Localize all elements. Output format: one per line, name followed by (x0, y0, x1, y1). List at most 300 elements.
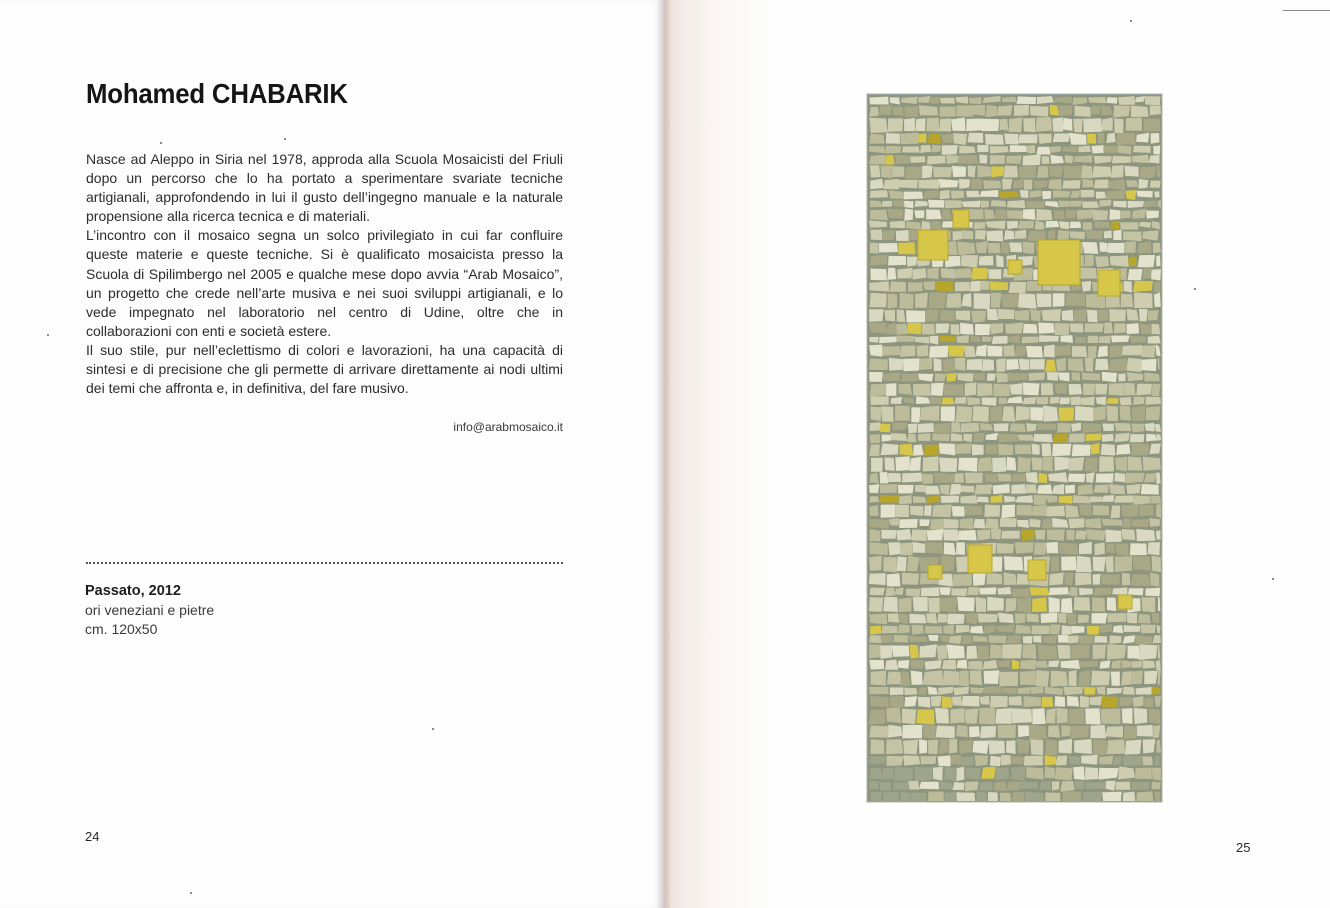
mosaic-tessera (950, 755, 961, 764)
mosaic-tessera (1108, 243, 1125, 253)
mosaic-tessera (1026, 472, 1038, 483)
mosaic-tessera (1061, 725, 1070, 737)
mosaic-tessera (1125, 383, 1136, 396)
mosaic-tessera (927, 268, 939, 280)
mosaic-tessera (1114, 423, 1131, 431)
mosaic-tessera (1055, 323, 1069, 335)
mosaic-tessera (1015, 230, 1026, 239)
mosaic-tessera (1085, 358, 1094, 372)
mosaic-tessera (1122, 345, 1142, 355)
mosaic-tessera (1015, 310, 1029, 321)
mosaic-tessera (996, 543, 1013, 553)
mosaic-tessera (1069, 222, 1081, 228)
mosaic-tessera (1131, 106, 1149, 117)
mosaic-tessera (1139, 309, 1147, 321)
mosaic-tessera (989, 740, 1005, 754)
mosaic-tessera (895, 405, 910, 420)
mosaic-tessera (1113, 625, 1124, 633)
mosaic-tessera (881, 406, 893, 422)
mosaic-tessera (1132, 209, 1146, 219)
mosaic-tessera (1120, 222, 1139, 229)
mosaic-tessera (1060, 660, 1079, 669)
mosaic-tessera (1063, 180, 1081, 188)
mosaic-tessera (1033, 495, 1047, 505)
mosaic-tessera (936, 324, 950, 334)
mosaic-tessera (901, 97, 918, 104)
mosaic-tessera (869, 97, 888, 105)
mosaic-tessera (1018, 725, 1029, 737)
mosaic-tessera (1143, 457, 1161, 471)
mosaic-tessera (1058, 635, 1068, 643)
mosaic-tessera (908, 423, 917, 433)
mosaic-tessera (870, 472, 879, 483)
mosaic-tessera (889, 518, 899, 526)
mosaic-tessera (1062, 146, 1077, 152)
mosaic-tessera (1112, 156, 1131, 164)
mosaic-tessera (938, 739, 948, 754)
mosaic-tessera (1102, 372, 1117, 382)
mosaic-tessera (903, 397, 915, 403)
mosaic-tessera (977, 383, 993, 396)
mosaic-tessera (937, 645, 947, 660)
mosaic-tessera (990, 406, 1002, 421)
mosaic-tessera (871, 792, 882, 801)
mosaic-tessera (1078, 670, 1090, 687)
mosaic-tessera (1111, 660, 1121, 669)
mosaic-tessera (973, 373, 985, 381)
mosaic-tessera (870, 696, 889, 707)
mosaic-tessera (1102, 423, 1114, 431)
mosaic-tessera (1142, 230, 1158, 240)
mosaic-tessera (1128, 269, 1143, 280)
mosaic-tessera (955, 406, 972, 422)
mosaic-tessera (985, 519, 999, 529)
mosaic-tessera (1139, 222, 1151, 228)
mosaic-tessera (920, 756, 936, 764)
mosaic-tessera (1034, 542, 1048, 554)
mosaic-tessera (882, 792, 899, 801)
mosaic-tessera (887, 672, 901, 685)
mosaic-tessera (1149, 155, 1160, 164)
mosaic-tessera (1088, 346, 1097, 358)
mosaic-tessera (1144, 373, 1159, 382)
mosaic-tessera (986, 230, 1003, 241)
mosaic-tessera (1095, 384, 1107, 395)
mosaic-tessera (870, 243, 879, 254)
mosaic-tessera (1144, 473, 1156, 482)
mosaic-tessera (1157, 625, 1161, 634)
mosaic-tessera (970, 336, 981, 342)
mosaic-tessera (1020, 671, 1036, 685)
mosaic-tessera (933, 767, 943, 781)
mosaic-tessera (1036, 117, 1052, 131)
crop-mark (1283, 10, 1330, 11)
mosaic-tessera (977, 530, 991, 541)
mosaic-tessera (1054, 383, 1066, 394)
mosaic-tessera (1081, 165, 1092, 178)
mosaic-tessera (1050, 625, 1061, 635)
mosaic-tessera (1118, 96, 1135, 105)
mosaic-tessera (1070, 397, 1080, 405)
mosaic-tessera (1140, 323, 1152, 334)
mosaic-tessera (948, 346, 965, 357)
mosaic-tessera (869, 709, 885, 724)
mosaic-tessera (898, 384, 912, 395)
mosaic-tessera (1158, 644, 1161, 658)
mosaic-tessera (1075, 406, 1094, 421)
mosaic-tessera (940, 98, 955, 104)
mosaic-tessera (939, 118, 951, 131)
mosaic-tessera (1133, 496, 1150, 505)
mosaic-tessera (1050, 155, 1064, 164)
mosaic-tessera (1106, 406, 1117, 421)
mosaic-tessera (887, 268, 896, 280)
mosaic-tessera (931, 696, 942, 706)
mosaic-tessera (1006, 598, 1017, 612)
mosaic-tessera (1041, 383, 1053, 395)
artwork-title: Passato, 2012 (85, 583, 181, 599)
mosaic-tessera (1098, 310, 1109, 321)
mosaic-tessera (910, 506, 923, 516)
mosaic-tessera (972, 741, 988, 754)
mosaic-tessera (1045, 360, 1056, 372)
mosaic-tessera (924, 444, 939, 455)
mosaic-tessera (1069, 756, 1080, 765)
mosaic-tessera (941, 496, 959, 503)
mosaic-tessera (987, 309, 998, 320)
mosaic-tessera (968, 661, 983, 670)
mosaic-tessera (1001, 505, 1015, 519)
mosaic-tessera (1133, 696, 1143, 707)
mosaic-tessera (962, 293, 972, 307)
mosaic-tessera (898, 485, 914, 494)
mosaic-tessera (1082, 423, 1101, 433)
mosaic-tessera (942, 696, 952, 708)
mosaic-tessera (950, 708, 965, 723)
mosaic-tessera (1056, 756, 1067, 766)
mosaic-tessera (942, 145, 958, 155)
mosaic-tessera (930, 397, 942, 404)
mosaic-tessera (1069, 201, 1082, 207)
mosaic-tessera (1109, 358, 1127, 371)
mosaic-tessera (956, 792, 975, 801)
mosaic-tessera (1004, 166, 1018, 178)
mosaic-tessera (967, 133, 983, 143)
mosaic-tessera (994, 423, 1009, 431)
mosaic-tessera (992, 336, 1008, 344)
mosaic-tessera (971, 311, 986, 323)
mosaic-tessera (1090, 696, 1102, 705)
mosaic-tessera (1105, 556, 1114, 572)
mosaic-tessera (888, 473, 901, 482)
mosaic-tessera (990, 281, 1009, 290)
mosaic-tessera (919, 358, 932, 370)
mosaic-tessera (1067, 613, 1077, 624)
gold-tessera (1118, 595, 1132, 609)
mosaic-tessera (1120, 211, 1131, 219)
mosaic-tessera (1150, 518, 1160, 527)
mosaic-tessera (1079, 660, 1098, 667)
mosaic-tessera (954, 397, 966, 404)
mosaic-tessera (977, 457, 992, 471)
mosaic-tessera (950, 324, 959, 335)
print-speck (47, 334, 49, 336)
mosaic-tessera (881, 626, 898, 634)
mosaic-tessera (909, 614, 926, 624)
mosaic-tessera (879, 495, 899, 502)
mosaic-tessera (974, 222, 986, 229)
mosaic-tessera (1152, 221, 1160, 229)
mosaic-tessera (1080, 696, 1089, 707)
mosaic-tessera (870, 384, 886, 397)
mosaic-tessera (1063, 166, 1081, 178)
mosaic-tessera (1114, 495, 1134, 502)
mosaic-tessera (995, 625, 1015, 633)
mosaic-tessera (881, 530, 896, 539)
mosaic-tessera (1109, 209, 1120, 220)
mosaic-tessera (1152, 781, 1161, 789)
mosaic-tessera (1158, 358, 1160, 369)
mosaic-tessera (980, 423, 993, 430)
mosaic-tessera (1141, 484, 1159, 495)
mosaic-tessera (1054, 345, 1070, 356)
mosaic-tessera (1048, 230, 1055, 239)
mosaic-tessera (949, 635, 962, 644)
mosaic-tessera (1061, 625, 1071, 635)
mosaic-tessera (1111, 221, 1121, 230)
mosaic-tessera (1125, 241, 1136, 252)
mosaic-tessera (895, 456, 910, 471)
mosaic-tessera (881, 504, 896, 517)
mosaic-tessera (1071, 644, 1090, 659)
mosaic-tessera (1030, 519, 1041, 528)
mosaic-tessera (976, 345, 987, 357)
mosaic-tessera (869, 781, 879, 790)
mosaic-tessera (920, 644, 937, 657)
mosaic-tessera (884, 179, 899, 189)
mosaic-tessera (1045, 221, 1059, 228)
mosaic-tessera (1023, 118, 1035, 132)
mosaic-tessera (1151, 269, 1161, 280)
mosaic-tessera (1074, 597, 1090, 611)
mosaic-tessera (990, 323, 1004, 334)
mosaic-tessera (1005, 323, 1023, 334)
mosaic-tessera (983, 660, 997, 669)
mosaic-tessera (869, 644, 881, 658)
mosaic-tessera (1075, 337, 1086, 344)
mosaic-tessera (923, 725, 936, 739)
mosaic-tessera (1081, 755, 1098, 765)
mosaic-tessera (921, 221, 930, 230)
mosaic-tessera (1035, 221, 1045, 230)
mosaic-tessera (973, 573, 986, 586)
mosaic-tessera (999, 398, 1008, 404)
mosaic-tessera (999, 672, 1018, 686)
mosaic-tessera (1086, 529, 1105, 540)
mosaic-tessera (988, 636, 1007, 644)
mosaic-tessera (970, 687, 984, 693)
mosaic-tessera (1058, 201, 1069, 208)
mosaic-tessera (1032, 505, 1047, 516)
mosaic-tessera (1026, 767, 1044, 780)
mosaic-tessera (1018, 457, 1031, 472)
mosaic-tessera (948, 614, 965, 625)
mosaic-tessera (1132, 155, 1149, 163)
mosaic-tessera (970, 626, 984, 634)
mosaic-tessera (1063, 687, 1083, 695)
mosaic-tessera (895, 505, 909, 517)
mosaic-tessera (1085, 782, 1106, 789)
mosaic-tessera (1020, 781, 1038, 789)
mosaic-tessera (1144, 119, 1161, 132)
mosaic-tessera (1090, 443, 1099, 454)
mosaic-tessera (953, 687, 969, 695)
mosaic-tessera (961, 423, 980, 433)
mosaic-tessera (971, 179, 982, 189)
mosaic-tessera (903, 358, 920, 371)
mosaic-tessera (890, 97, 900, 104)
mosaic-tessera (1084, 457, 1097, 472)
mosaic-tessera (1102, 118, 1113, 131)
mosaic-tessera (1028, 372, 1045, 380)
mosaic-tessera (1092, 210, 1109, 221)
mosaic-tessera (869, 635, 881, 643)
mosaic-tessera (886, 739, 903, 754)
mosaic-tessera (1130, 543, 1147, 555)
mosaic-tessera (998, 444, 1014, 455)
mosaic-tessera (990, 495, 1002, 503)
mosaic-tessera (886, 133, 900, 144)
mosaic-tessera (1044, 345, 1055, 358)
mosaic-tessera (979, 587, 996, 594)
mosaic-tessera (925, 309, 939, 321)
mosaic-tessera (869, 358, 888, 370)
mosaic-tessera (960, 486, 974, 493)
mosaic-tessera (945, 200, 962, 208)
mosaic-tessera (919, 782, 939, 790)
mosaic-tessera (1006, 155, 1022, 164)
mosaic-tessera (1087, 310, 1098, 323)
mosaic-tessera (870, 255, 888, 266)
mosaic-tessera (1106, 398, 1118, 404)
mosaic-tessera (1009, 696, 1022, 705)
mosaic-tessera (869, 322, 887, 333)
mosaic-tessera (923, 281, 935, 290)
mosaic-tessera (1093, 739, 1107, 755)
mosaic-tessera (1156, 739, 1161, 753)
mosaic-tessera (890, 696, 904, 707)
mosaic-tessera (924, 190, 939, 199)
mosaic-tessera (928, 635, 938, 641)
mosaic-tessera (939, 587, 951, 595)
mosaic-tessera (1115, 433, 1130, 442)
mosaic-tessera (1146, 211, 1159, 219)
mosaic-tessera (1019, 165, 1036, 178)
mosaic-tessera (1061, 598, 1072, 613)
mosaic-tessera (897, 556, 907, 571)
mosaic-tessera (869, 756, 886, 764)
mosaic-tessera (918, 433, 930, 441)
artist-biography (86, 150, 563, 398)
mosaic-tessera (1151, 686, 1160, 694)
mosaic-tessera (1001, 294, 1019, 308)
mosaic-tessera (892, 166, 904, 177)
mosaic-tessera (1016, 739, 1029, 754)
mosaic-tessera (981, 119, 999, 131)
mosaic-tessera (1135, 768, 1152, 779)
mosaic-tessera (964, 708, 978, 723)
mosaic-tessera (965, 768, 980, 780)
mosaic-tessera (1083, 383, 1096, 395)
mosaic-tessera (1140, 167, 1156, 179)
mosaic-tessera (1133, 556, 1152, 571)
mosaic-tessera (1118, 374, 1125, 382)
mosaic-tessera (1104, 230, 1112, 238)
mosaic-tessera (915, 485, 926, 492)
mosaic-tessera (880, 472, 889, 483)
mosaic-tessera (979, 708, 995, 724)
mosaic-tessera (1138, 179, 1148, 188)
mosaic-tessera (1010, 145, 1027, 152)
mosaic-tessera (1145, 406, 1160, 420)
mosaic-tessera (1113, 105, 1130, 117)
print-speck (284, 138, 286, 140)
mosaic-tessera (975, 230, 986, 239)
mosaic-tessera (976, 597, 987, 612)
mosaic-tessera (979, 782, 993, 791)
mosaic-tessera (1128, 456, 1143, 470)
mosaic-tessera (1108, 179, 1125, 190)
mosaic-tessera (1145, 588, 1160, 597)
mosaic-tessera (955, 443, 971, 453)
mosaic-tessera (1069, 133, 1086, 145)
mosaic-tessera (1084, 687, 1096, 695)
mosaic-tessera (1132, 519, 1150, 527)
mosaic-tessera (955, 358, 966, 371)
mosaic-tessera (1082, 179, 1094, 188)
mosaic-tessera (1092, 166, 1111, 178)
dotted-divider (86, 562, 563, 564)
mosaic-tessera (887, 209, 903, 219)
mosaic-tessera (1029, 190, 1041, 198)
mosaic-tessera (887, 756, 904, 766)
mosaic-tessera (1144, 698, 1153, 708)
mosaic-tessera (1126, 180, 1138, 187)
mosaic-tessera (951, 117, 965, 131)
mosaic-tessera (901, 373, 919, 381)
mosaic-tessera (944, 792, 955, 801)
mosaic-tessera (912, 625, 924, 635)
artist-name: Mohamed CHABARIK (86, 78, 348, 109)
mosaic-tessera (1007, 210, 1023, 219)
mosaic-tessera (1046, 542, 1058, 553)
mosaic-tessera (911, 660, 924, 669)
mosaic-tessera (1048, 179, 1061, 190)
artwork-materials: ori veneziani e pietre (85, 602, 215, 618)
mosaic-tessera (918, 179, 939, 188)
mosaic-tessera (1152, 768, 1161, 781)
mosaic-tessera (954, 473, 964, 483)
mosaic-tessera (893, 200, 905, 207)
mosaic-tessera (1076, 556, 1092, 573)
mosaic-tessera (1090, 106, 1100, 115)
mosaic-tessera (1080, 397, 1094, 406)
mosaic-tessera (1038, 645, 1057, 660)
mosaic-tessera (951, 191, 964, 199)
mosaic-tessera (1093, 645, 1106, 659)
mosaic-tessera (991, 529, 1001, 539)
mosaic-tessera (1043, 635, 1057, 644)
